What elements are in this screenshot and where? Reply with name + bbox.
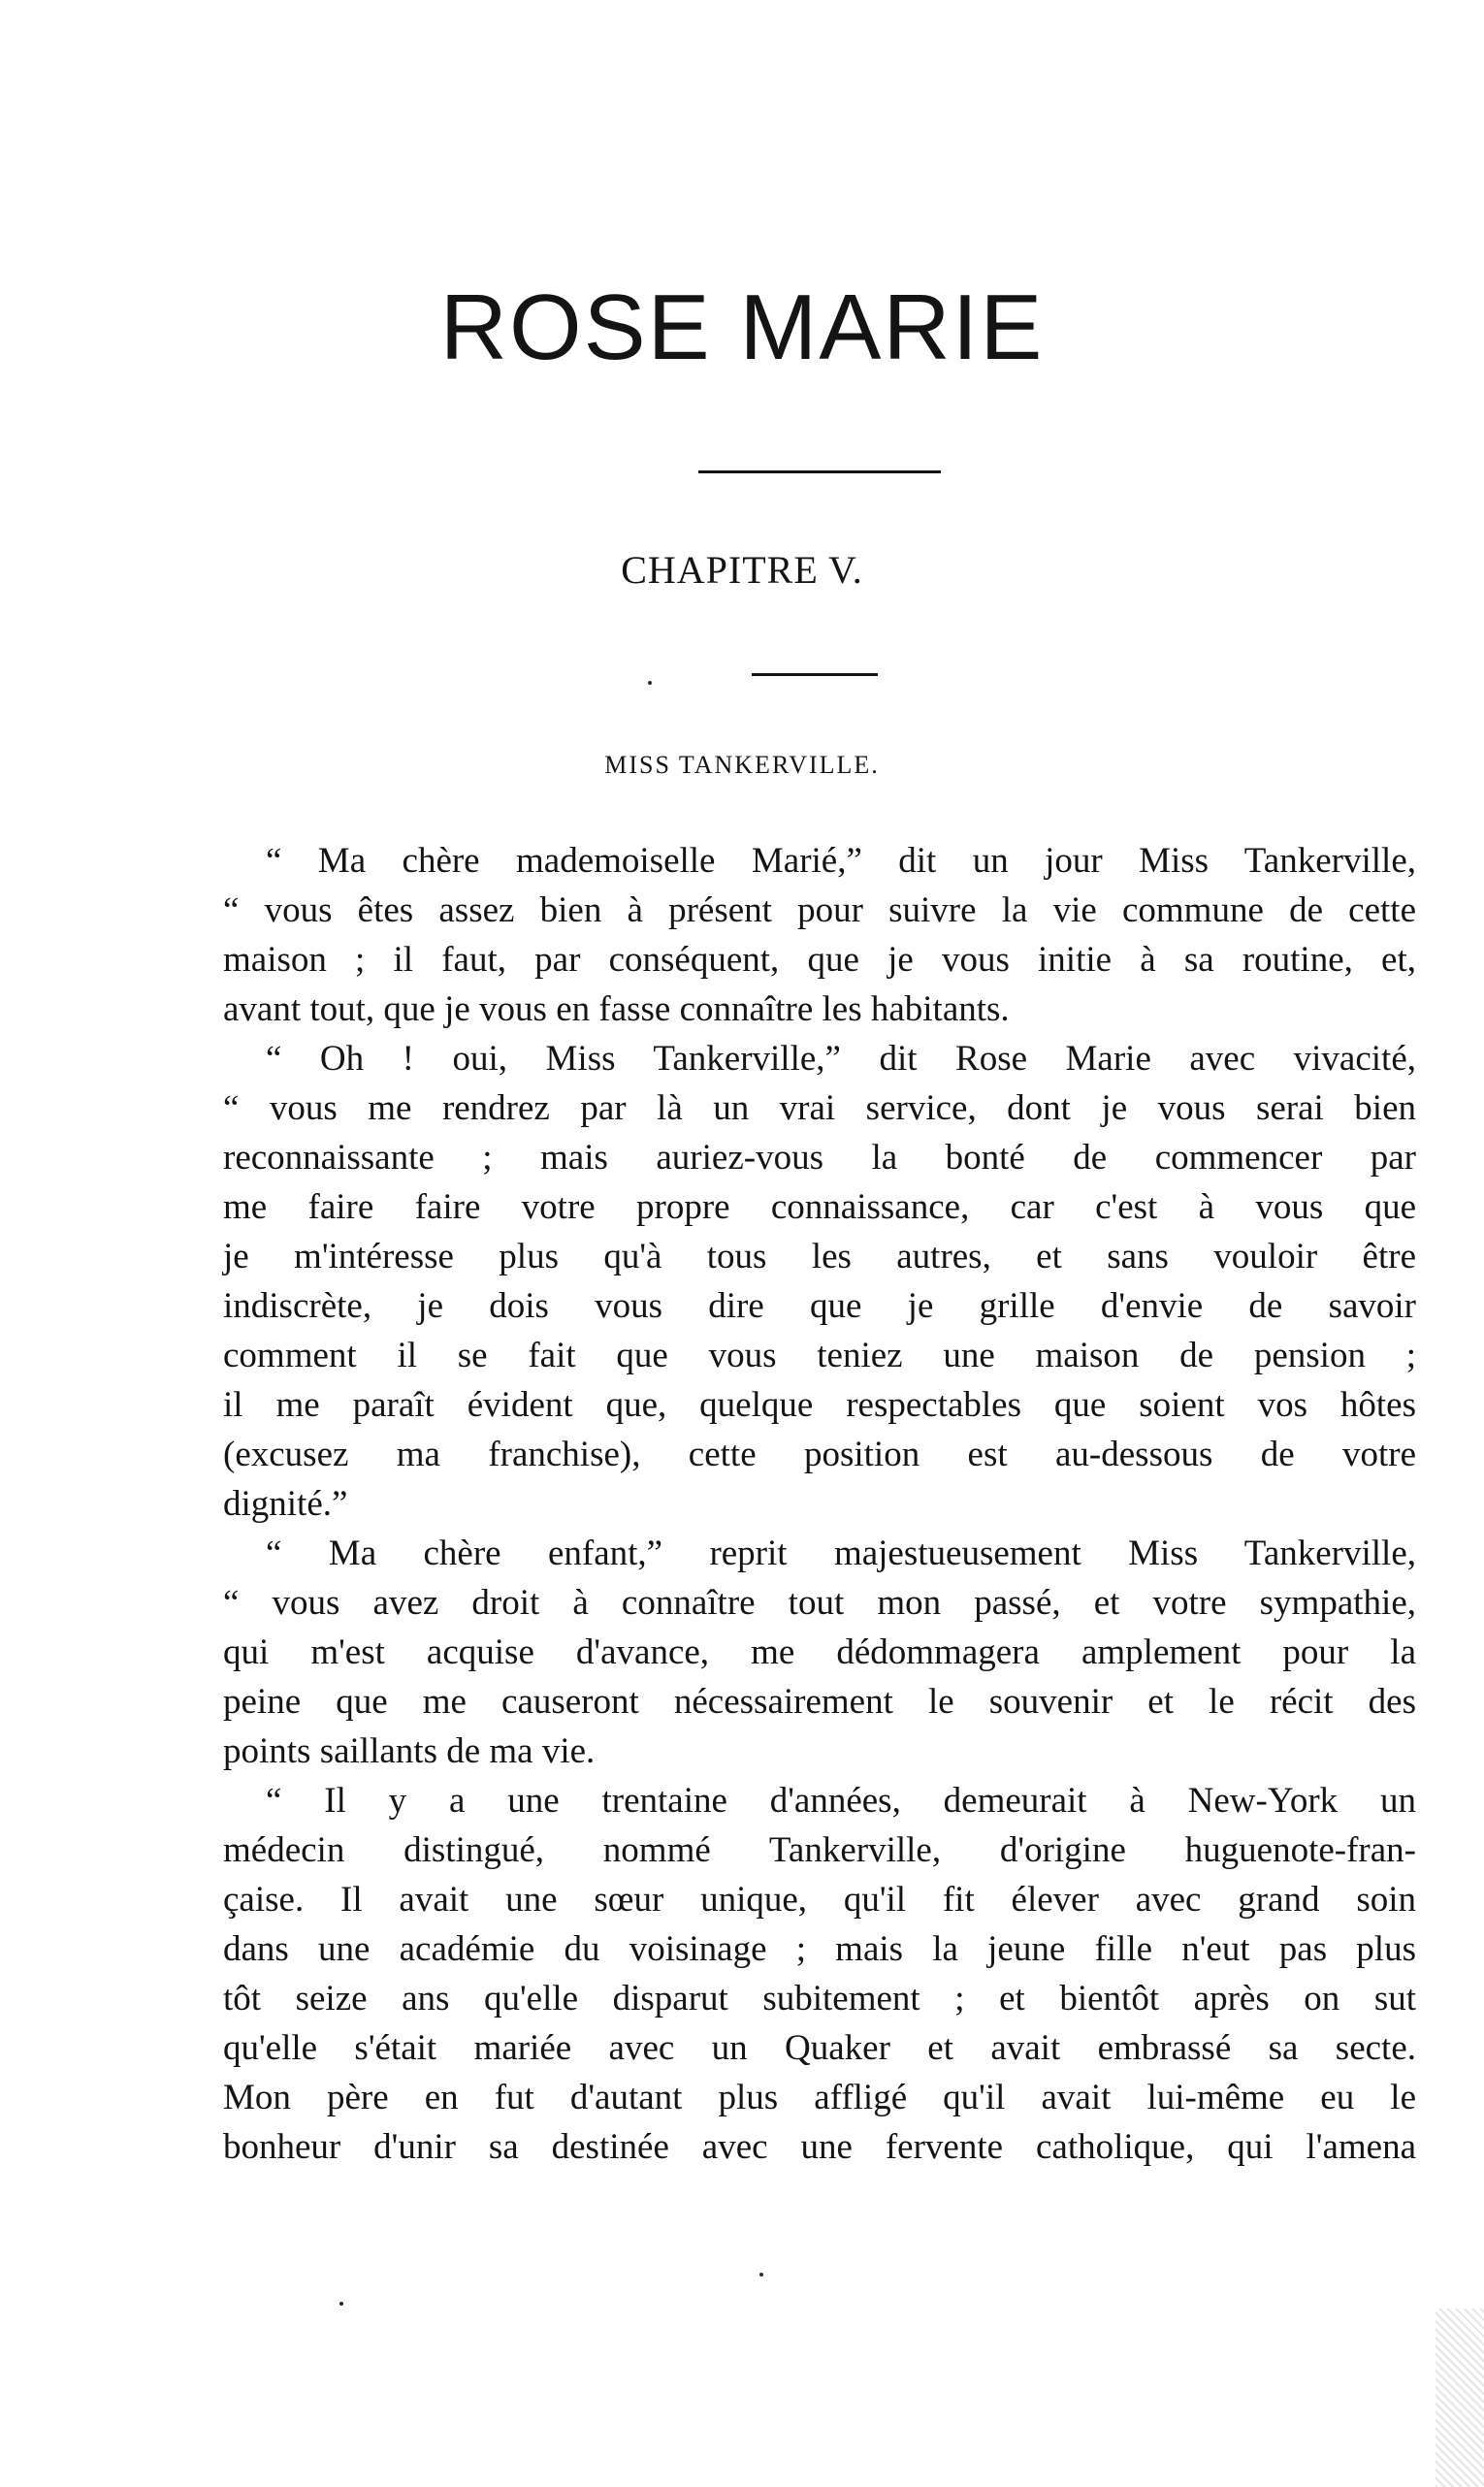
text-line: avant tout, que je vous en fasse connaître les habitants.	[223, 989, 1010, 1029]
text-line: (excusez ma franchise), cette position est au-dessous de votre	[223, 1435, 1416, 1474]
text-line: “ vous me rendrez par là un vrai service, dont je vous serai bien	[223, 1088, 1416, 1128]
title-divider	[698, 470, 941, 473]
text-line: peine que me causeront nécessairement le souvenir et le récit des	[223, 1682, 1416, 1722]
chapter-heading: CHAPITRE V.	[621, 548, 863, 592]
print-speck	[648, 681, 652, 685]
text-line: “ Ma chère enfant,” reprit majestueusement Miss Tankerville,	[266, 1534, 1416, 1573]
text-line: tôt seize ans qu'elle disparut subitement ; et bientôt après on sut	[223, 1979, 1416, 2019]
text-line: “ Il y a une trentaine d'années, demeurait à New-York un	[266, 1781, 1416, 1821]
text-line: maison ; il faut, par conséquent, que je vous initie à sa routine, et,	[223, 940, 1416, 980]
text-line: “ vous avez droit à connaître tout mon passé, et votre sympathie,	[223, 1583, 1416, 1623]
text-line: reconnaissante ; mais auriez-vous la bonté de commencer par	[223, 1138, 1416, 1178]
text-line: me faire faire votre propre connaissance, car c'est à vous que	[223, 1187, 1416, 1227]
book-title: ROSE MARIE	[439, 275, 1045, 379]
print-speck	[759, 2273, 763, 2277]
text-line: points saillants de ma vie.	[223, 1731, 596, 1771]
text-line: bonheur d'unir sa destinée avec une fervente catholique, qui l'amena	[223, 2127, 1416, 2167]
page-edge-texture	[1436, 2309, 1484, 2487]
text-line: comment il se fait que vous teniez une maison de pension ;	[223, 1336, 1416, 1375]
text-line: “ Oh ! oui, Miss Tankerville,” dit Rose Marie avec vivacité,	[266, 1039, 1416, 1079]
text-line: indiscrète, je dois vous dire que je grille d'envie de savoir	[223, 1286, 1416, 1326]
print-speck	[339, 2302, 343, 2306]
body-text	[223, 836, 1416, 2172]
text-line: dignité.”	[223, 1484, 348, 1524]
text-line: qu'elle s'était mariée avec un Quaker et avait embrassé sa secte.	[223, 2028, 1416, 2068]
text-line: dans une académie du voisinage ; mais la jeune fille n'eut pas plus	[223, 1929, 1416, 1969]
section-title: MISS TANKERVILLE.	[604, 751, 880, 779]
text-line: “ Ma chère mademoiselle Marié,” dit un jour Miss Tankerville,	[266, 841, 1416, 881]
text-line: “ vous êtes assez bien à présent pour suivre la vie commune de cette	[223, 890, 1416, 930]
chapter-divider	[752, 673, 878, 676]
text-line: je m'intéresse plus qu'à tous les autres, et sans vouloir être	[223, 1237, 1416, 1276]
text-line: médecin distingué, nommé Tankerville, d'origine huguenote-fran-	[223, 1830, 1416, 1870]
text-line: qui m'est acquise d'avance, me dédommagera amplement pour la	[223, 1632, 1416, 1672]
text-line: il me paraît évident que, quelque respectables que soient vos hôtes	[223, 1385, 1416, 1425]
text-line: Mon père en fut d'autant plus affligé qu'il avait lui-même eu le	[223, 2078, 1416, 2117]
text-line: çaise. Il avait une sœur unique, qu'il fit élever avec grand soin	[223, 1880, 1416, 1920]
